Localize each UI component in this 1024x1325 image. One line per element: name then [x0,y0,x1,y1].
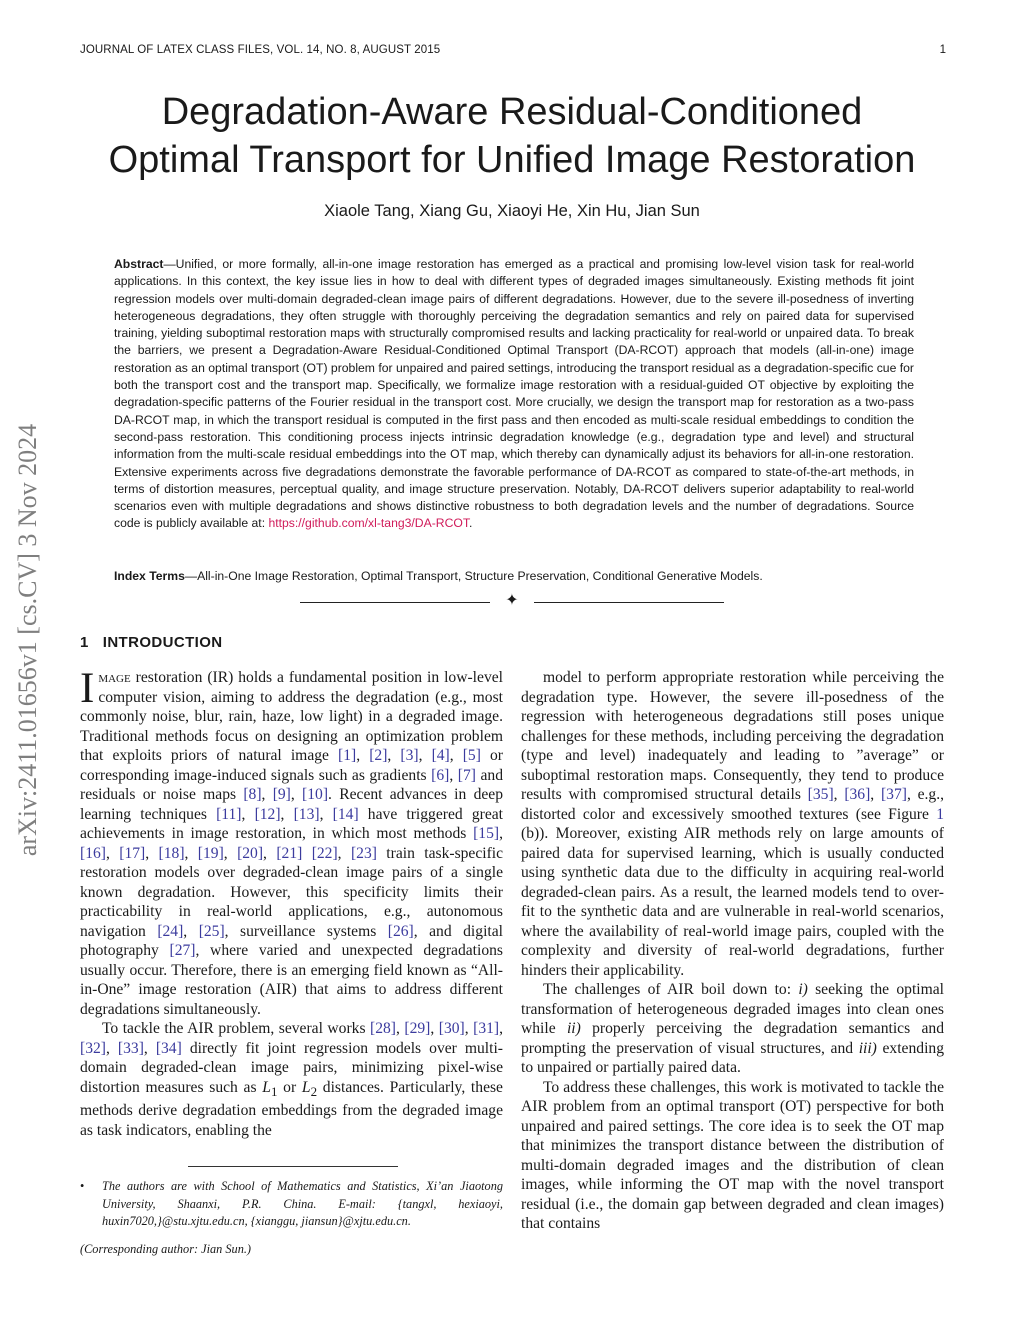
citation-link[interactable]: [9] [272,786,291,803]
index-terms [114,569,914,583]
text-run [302,845,311,862]
italic-text: ii) [566,1020,581,1037]
citation-link[interactable]: [37] [880,786,907,803]
intro-paragraph [80,1019,503,1140]
section-number: 1 [80,634,89,651]
citation-link[interactable]: [26] [387,922,414,940]
italic-text: L [301,1078,311,1096]
footnote-rule [188,1166,398,1167]
text-run: model to perform appropriate restoration while perceiving the degradation type. However, the severe ill-posedness of the regression with heterogeneous degradations still poses unique challenges for these methods, including perceiving the degradation (type and level) inadequately and leading to ”average” or suboptimal restoration maps. Consequently, they tend to produce results with compromised structural details [521,669,944,803]
citation-link[interactable]: [25] [198,922,225,940]
intro-paragraph [521,668,944,980]
section-heading [80,634,223,651]
citation-link[interactable]: [1] [338,747,357,764]
text-run: , [337,844,351,862]
text-run: , [184,844,198,862]
text-run: , [280,805,294,823]
text-run: To tackle the AIR problem, several works [102,1020,371,1037]
intro-paragraph [80,665,504,1019]
text-run: restoration (IR) holds a fundamental position in low-level computer vision, aiming to address the degradation (e.g., most commonly noise, blur, rain, haze, low light) in a degraded image. Traditional methods focus on designing an optimization problem that exploits priors of natural image [80,669,503,764]
abstract-label: Abstract [114,257,164,271]
footnote-bullet: • [80,1179,85,1193]
citation-link[interactable]: [2] [369,747,388,764]
text-run: To address these challenges, this work is motivated to tackle the AIR problem from an optimal transport (OT) perspective for both unpaired and paired settings. The core idea is to seek the OT map that minimizes the transport distance between the distribution of multi-domain degraded images and the distribution of clean images, while informing the OT map with the novel transport residual (i.e., the domain gap between degraded and clean images) that contains [521,1078,944,1232]
arxiv-stamp: arXiv:2411.01656v1 [cs.CV] 3 Nov 2024 [13,423,42,857]
text-run: , [870,786,881,803]
citation-link[interactable]: [5] [462,747,481,764]
text-run: distances. Particularly, these methods derive degradation embeddings from the degraded image as task indicators, enabling the [80,1078,503,1139]
abstract-text: —Unified, or more formally, all-in-one image restoration has emerged as a practical and promising low-level vision task for real-world applications. In this context, the key issue lies in how to deal with different types of degraded images simultaneously. Existing methods fit joint regression models over multi-domain degraded-clean image pairs of different degradations. However, due to the severe ill-posedness of inverting heterogeneous degradations, they often struggle with thoroughly perceiving the degradation semantics and rely on paired data for supervised training, yielding suboptimal restoration maps with structurally compromised results and lacking practicality for real-world or unpaired data. To break the barriers, we present a Degradation-Aware Residual-Conditioned Optimal Transport (DA-RCOT) approach that models (all-in-one) image restoration as an optimal transport (OT) problem for unpaired and paired settings, introducing the transport residual as a degradation-specific cue for both the transport cost and the transport map. Specifically, we formalize image restoration with a residual-guided OT objective by exploiting the degradation-specific patterns of the Fourier residual in the transport cost. More crucially, we design the transport map for restoration as a two-pass DA-RCOT map, in which the transport residual is computed in the first pass and then encoded as multi-scale residual embeddings to condition the second-pass restoration. This conditioning process injects intrinsic degradation knowledge (e.g., degradation type and level) and structural information from the multi-scale residual embeddings into the OT map, which thereby can dynamically adjust its behaviors for all-in-one restoration. Extensive experiments across five degradations demonstrate the favorable performance of DA-RCOT as compared to state-of-the-art methods, in terms of distortion measures, perceptual quality, and image structure preservation. Notably, DA-RCOT delivers superior adaptability to real-world scenarios even with multiple degradations and shows distinctive robustness to both degradation levels and the number of degradations. Source code is publicly available at: [114,257,914,531]
separator-rule-left [300,602,490,603]
text-run: , [183,922,199,940]
footnote-affiliation: The authors are with School of Mathematics and Statistics, Xi’an Jiaotong University, Shaanxi, P.R. China. E-mail: {tangxl, hexiaoyi, huxin7020,}@stu.xjtu.edu.cn, {xianggu, jiansun}@xjtu.edu.cn. [102,1179,503,1228]
citation-link[interactable]: [8] [243,786,262,803]
citation-link[interactable]: [15] [473,825,500,842]
text-run: , [499,825,503,842]
subscript: 2 [310,1083,318,1099]
citation-link[interactable]: [3] [400,747,419,764]
abstract-end: . [468,516,473,531]
footnote [80,1178,503,1258]
text-run: . Recent advances in deep learning techniques [80,786,504,823]
index-terms-text: —All-in-One Image Restoration, Optimal Transport, Structure Preservation, Conditional Generative Models. [184,569,763,583]
citation-link[interactable]: [22] [311,844,338,862]
running-head: JOURNAL OF LATEX CLASS FILES, VOL. 14, NO. 8, AUGUST 2015 [80,44,441,56]
citation-link[interactable]: [14] [332,805,359,823]
citation-link[interactable]: [36] [844,786,871,803]
corresponding-author: (Corresponding author: Jian Sun.) [80,1241,252,1256]
text-run: , [418,747,432,764]
paper-title [60,88,964,184]
text-run: , [145,844,159,862]
text-run: , [499,1020,504,1037]
text-run: The challenges of AIR boil down to: [543,981,799,998]
citation-link[interactable]: [23] [350,844,377,862]
section-title: INTRODUCTION [102,634,223,651]
text-run: , surveillance systems [224,922,388,940]
text-run: , [105,1039,118,1057]
index-terms-label: Index Terms [114,569,185,583]
diamond-star-icon: ✦ [505,592,519,609]
citation-link[interactable]: 1 [936,805,944,823]
text-run: , [105,844,120,862]
citation-link[interactable]: [20] [237,844,264,862]
italic-text: L [262,1078,271,1096]
text-run: , [387,747,401,764]
text-run: train task-specific restoration models over degraded-clean image pairs of a single known degradation. However, this specificity limits their practicability in real-world applications, e.g., autonomous navigation [80,844,504,940]
text-run: , where varied and unexpected degradations usually occur. Therefore, there is an emerging field known as “All-in-One” image restoration (AIR) that aims to address different degradations simultaneously. [80,942,503,1018]
text-run: , and digital photography [80,922,503,959]
italic-text: iii) [858,1039,877,1057]
text-run: seeking the optimal transformation of heterogeneous degraded images into clean ones while [521,981,944,1037]
citation-link[interactable]: [19] [197,844,224,862]
citation-link[interactable]: [13] [293,805,320,823]
citation-link[interactable]: [21] [276,844,303,862]
text-run: , e.g., distorted color and excessively smoothed textures (see Figure [521,786,945,823]
citation-link[interactable]: [17] [119,844,146,862]
text-run: , [261,786,273,803]
text-run: or corresponding image-induced signals such as gradients [80,747,503,784]
citation-link[interactable]: [34] [155,1039,182,1057]
citation-link[interactable]: [30] [438,1020,465,1037]
source-code-link[interactable]: https://github.com/xl-tang3/DA-RCOT [268,516,469,531]
text-run: properly perceiving the degradation semantics and prompting the preservation of visual structures, and [521,1020,944,1057]
separator-rule-right [534,602,724,603]
text-run: and residuals or noise maps [80,766,503,803]
text-run: , [449,766,458,784]
abstract [114,256,914,533]
citation-link[interactable]: [33] [117,1039,144,1057]
text-run: , [449,747,463,764]
title-line: Degradation-Aware Residual-Conditioned [161,91,863,133]
text-run: , [430,1020,439,1037]
text-run: , [464,1020,474,1037]
citation-link[interactable]: [4] [431,747,450,764]
text-run: , [833,786,845,803]
citation-link[interactable]: [11] [216,805,242,823]
text-run: , [396,1020,405,1037]
citation-link[interactable]: [35] [807,786,834,803]
page-number: 1 [939,44,946,56]
citation-link[interactable]: [7] [457,766,476,784]
intro-paragraph [521,1078,944,1234]
citation-link[interactable]: [12] [254,805,281,823]
citation-link[interactable]: [16] [80,844,106,862]
citation-link[interactable]: [27] [169,942,196,959]
text-run: directly fit joint regression models over multi-domain degraded-clean image pairs, minimizing pixel-wise distortion measures such as [80,1039,503,1096]
small-caps-text: mage [98,669,131,686]
text-run: extending to unpaired or partially paired data. [521,1039,944,1076]
text-run: , [356,747,370,764]
citation-link[interactable]: [31] [473,1020,500,1037]
drop-cap: I [80,665,95,712]
intro-paragraph [521,980,944,1078]
text-run: , [263,844,277,862]
text-run: , [241,805,255,823]
italic-text: i) [798,981,808,998]
text-run: , [143,1039,156,1057]
intro-right-column [521,668,944,1234]
text-run: , [290,786,303,803]
text-run: have triggered great achievements in image restoration, in which most methods [80,805,503,842]
intro-left-column [80,665,504,1140]
author-list: Xiaole Tang, Xiang Gu, Xiaoyi He, Xin Hu, Jian Sun [324,202,700,220]
section-separator [300,594,724,610]
text-run: or [277,1078,302,1096]
text-run: (b)). Moreover, existing AIR methods rely on large amounts of paired data for supervised learning, which is usually conducted using synthetic data due to the difficulty in acquiring real-world degraded-clean pairs. As a result, the learned models tend to over-fit to the synthetic data and are vulnerable in real-world scenarios, where the availability of real-world image pairs, coupled with the complexity and diversity of real-world degradations, further hinders their applicability. [521,825,944,979]
citation-link[interactable]: [24] [157,922,184,940]
citation-link[interactable]: [18] [158,844,185,862]
citation-link[interactable]: [10] [302,786,329,803]
citation-link[interactable]: [28] [370,1020,396,1037]
text-run: , [223,844,238,862]
title-line: Optimal Transport for Unified Image Restoration [108,139,916,181]
text-run: , [319,805,333,823]
citation-link[interactable]: [29] [404,1020,431,1037]
citation-link[interactable]: [6] [431,766,450,784]
subscript: 1 [270,1083,278,1099]
citation-link[interactable]: [32] [80,1039,106,1057]
